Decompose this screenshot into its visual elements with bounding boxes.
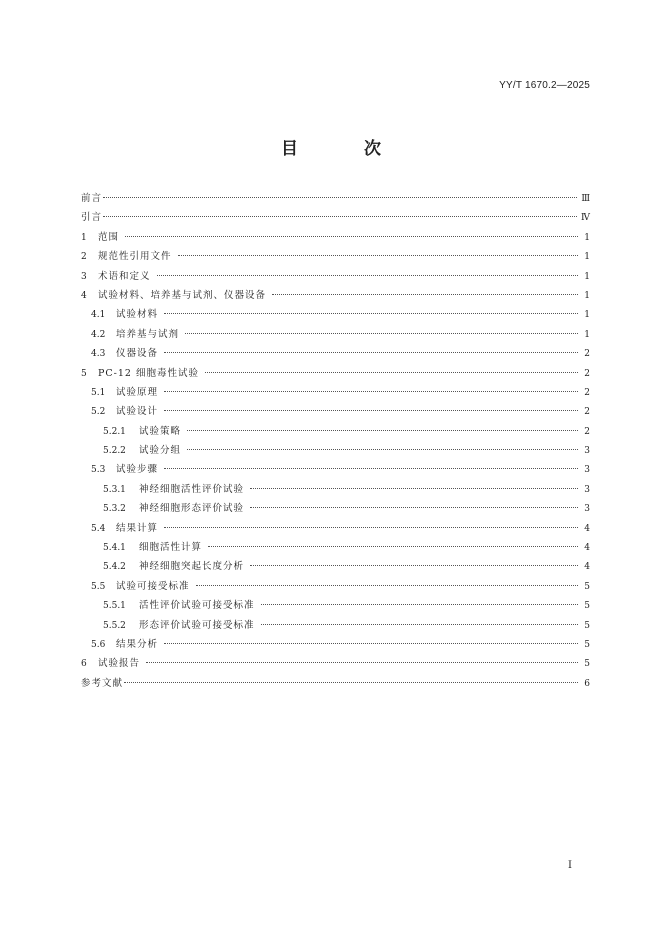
- toc-entry[interactable]: [81, 654, 590, 673]
- toc-entry-title: 试验材料、培养基与试剂、仪器设备: [98, 289, 267, 301]
- toc-entry-number: 5.2.1: [103, 426, 126, 437]
- toc-entry-number: 4: [81, 290, 87, 301]
- toc-dot-leader: [157, 275, 578, 276]
- toc-entry[interactable]: [81, 402, 590, 421]
- toc-entry-page: 2: [584, 407, 590, 418]
- toc-entry-page: 2: [584, 387, 590, 398]
- toc-entry-number: 2: [81, 252, 87, 263]
- toc-entry-page: 5: [584, 639, 590, 650]
- toc-entry-title: 细胞活性计算: [139, 542, 203, 554]
- toc-entry-title: 试验设计: [116, 406, 159, 418]
- toc-dot-leader: [250, 565, 578, 566]
- toc-dot-leader: [164, 391, 578, 392]
- toc-entry[interactable]: [81, 577, 590, 596]
- toc-entry-title: 神经细胞形态评价试验: [139, 503, 245, 515]
- toc-dot-leader: [164, 410, 578, 411]
- toc-dot-leader: [164, 352, 578, 353]
- toc-entry-title: 试验材料: [116, 309, 159, 321]
- toc-dot-leader: [146, 662, 578, 663]
- toc-entry-page: 1: [584, 271, 590, 282]
- toc-dot-leader: [124, 682, 578, 683]
- toc-entry-title: 试验策略: [139, 425, 182, 437]
- toc-entry-number: 3: [81, 271, 87, 282]
- toc-entry[interactable]: [81, 228, 590, 247]
- toc-entry-number: 4.3: [91, 349, 106, 360]
- toc-entry-number: 5.5: [91, 581, 106, 592]
- toc-entry-page: 6: [584, 678, 590, 689]
- toc-dot-leader: [205, 372, 578, 373]
- toc-entry-page: 3: [584, 446, 590, 457]
- toc-dot-leader: [187, 449, 578, 450]
- toc-entry[interactable]: [81, 189, 590, 208]
- toc-entry[interactable]: [81, 480, 590, 499]
- toc-entry-page: 3: [584, 504, 590, 515]
- toc-dot-leader: [103, 197, 577, 198]
- toc-entry[interactable]: [81, 325, 590, 344]
- toc-entry-page: 4: [584, 543, 590, 554]
- toc-entry-title: PC-12 细胞毒性试验: [98, 367, 199, 379]
- page-title: 目 次: [281, 139, 411, 159]
- toc-entry[interactable]: [81, 557, 590, 576]
- toc-dot-leader: [250, 507, 578, 508]
- toc-dot-leader: [196, 585, 578, 586]
- toc-entry[interactable]: [81, 635, 590, 654]
- toc-entry[interactable]: [81, 596, 590, 615]
- toc-entry-number: 5.6: [91, 639, 106, 650]
- toc-entry-number: 6: [81, 659, 87, 670]
- toc-entry-number: 5.5.1: [103, 601, 126, 612]
- toc-entry-title: 神经细胞突起长度分析: [139, 561, 245, 573]
- toc-entry-title: 培养基与试剂: [116, 328, 180, 340]
- toc-entry-number: 5.4.1: [103, 543, 126, 554]
- toc-entry-title: 活性评价试验可接受标准: [139, 600, 255, 612]
- toc-entry-number: 5.3.2: [103, 504, 126, 515]
- toc-entry-number: 5.3.1: [103, 484, 126, 495]
- toc-entry-number: 5.5.2: [103, 620, 126, 631]
- toc-dot-leader: [261, 624, 578, 625]
- toc-entry[interactable]: [81, 519, 590, 538]
- toc-dot-leader: [164, 643, 578, 644]
- toc-entry-page: 1: [584, 329, 590, 340]
- toc-entry[interactable]: [81, 674, 590, 693]
- toc-entry-title: 试验可接受标准: [116, 580, 190, 592]
- toc-entry-title: 试验分组: [139, 445, 182, 457]
- toc-entry-number: 4.1: [91, 310, 106, 321]
- toc-entry[interactable]: [81, 305, 590, 324]
- toc-entry-page: 2: [584, 368, 590, 379]
- toc-entry[interactable]: [81, 422, 590, 441]
- toc-entry[interactable]: [81, 344, 590, 363]
- toc-entry-number: 5.4.2: [103, 562, 126, 573]
- toc-entry-page: 3: [584, 484, 590, 495]
- toc-entry-page: 1: [584, 252, 590, 263]
- toc-dot-leader: [272, 294, 578, 295]
- toc-entry-page: Ⅲ: [581, 194, 590, 204]
- toc-entry-title: 试验原理: [116, 386, 159, 398]
- toc-entry-number: 1: [81, 232, 87, 243]
- toc-entry-number: 5.2: [91, 407, 106, 418]
- toc-entry-number: 5.1: [91, 387, 106, 398]
- toc-entry-page: 1: [584, 310, 590, 321]
- toc-entry-title: 结果分析: [116, 638, 159, 650]
- toc-entry-title: 结果计算: [116, 522, 159, 534]
- toc-entry-page: 5: [584, 581, 590, 592]
- toc-entry-page: 1: [584, 290, 590, 301]
- toc-entry-title: 规范性引用文件: [98, 251, 172, 263]
- toc-entry-title: 形态评价试验可接受标准: [139, 619, 255, 631]
- toc-entry-title: 试验报告: [98, 658, 141, 670]
- toc-entry-page: 5: [584, 601, 590, 612]
- toc-entry-page: Ⅳ: [581, 213, 590, 224]
- toc-dot-leader: [185, 333, 578, 334]
- toc-entry-page: 2: [584, 349, 590, 360]
- toc-entry-title: 仪器设备: [116, 348, 159, 360]
- toc-entry-title: 参考文献: [81, 677, 124, 689]
- toc-entry-title: 神经细胞活性评价试验: [139, 483, 245, 495]
- toc-entry[interactable]: [81, 616, 590, 635]
- toc-entry-page: 3: [584, 465, 590, 476]
- toc-entry-title: 术语和定义: [98, 270, 151, 282]
- toc-entry-number: 4.2: [91, 329, 106, 340]
- toc-entry[interactable]: [81, 538, 590, 557]
- toc-dot-leader: [208, 546, 578, 547]
- toc-entry-page: 5: [584, 659, 590, 670]
- toc-dot-leader: [250, 488, 578, 489]
- toc-entry-page: 5: [584, 620, 590, 631]
- toc-entry-title: 试验步骤: [116, 464, 159, 476]
- toc-dot-leader: [178, 255, 578, 256]
- toc-entry[interactable]: [81, 267, 590, 286]
- toc-dot-leader: [164, 313, 578, 314]
- toc-dot-leader: [103, 216, 577, 217]
- toc-entry-title: 前言: [81, 193, 103, 204]
- toc-dot-leader: [125, 236, 578, 237]
- toc-entry[interactable]: [81, 364, 590, 383]
- toc-dot-leader: [164, 468, 578, 469]
- toc-dot-leader: [164, 527, 578, 528]
- toc-entry[interactable]: [81, 441, 590, 460]
- toc-entry[interactable]: [81, 383, 590, 402]
- toc-entry-page: 4: [584, 562, 590, 573]
- toc-entry[interactable]: [81, 460, 590, 479]
- toc-entry-page: 2: [584, 426, 590, 437]
- toc-entry[interactable]: [81, 247, 590, 266]
- toc-dot-leader: [187, 430, 578, 431]
- toc-entry-number: 5.3: [91, 465, 106, 476]
- toc-entry-number: 5.2.2: [103, 446, 126, 457]
- toc-entry-page: 4: [584, 523, 590, 534]
- page-number: I: [568, 860, 572, 871]
- toc-entry-page: 1: [584, 232, 590, 243]
- toc-entry[interactable]: [81, 499, 590, 518]
- document-number: YY/T 1670.2—2025: [499, 80, 590, 91]
- toc-entry-title: 引言: [81, 212, 103, 224]
- toc-entry-title: 范围: [98, 231, 120, 243]
- toc-dot-leader: [261, 604, 578, 605]
- toc-entry[interactable]: [81, 208, 590, 227]
- toc-entry-number: 5.4: [91, 523, 106, 534]
- table-of-contents: [81, 189, 590, 693]
- toc-entry-number: 5: [81, 368, 87, 379]
- toc-entry[interactable]: [81, 286, 590, 305]
